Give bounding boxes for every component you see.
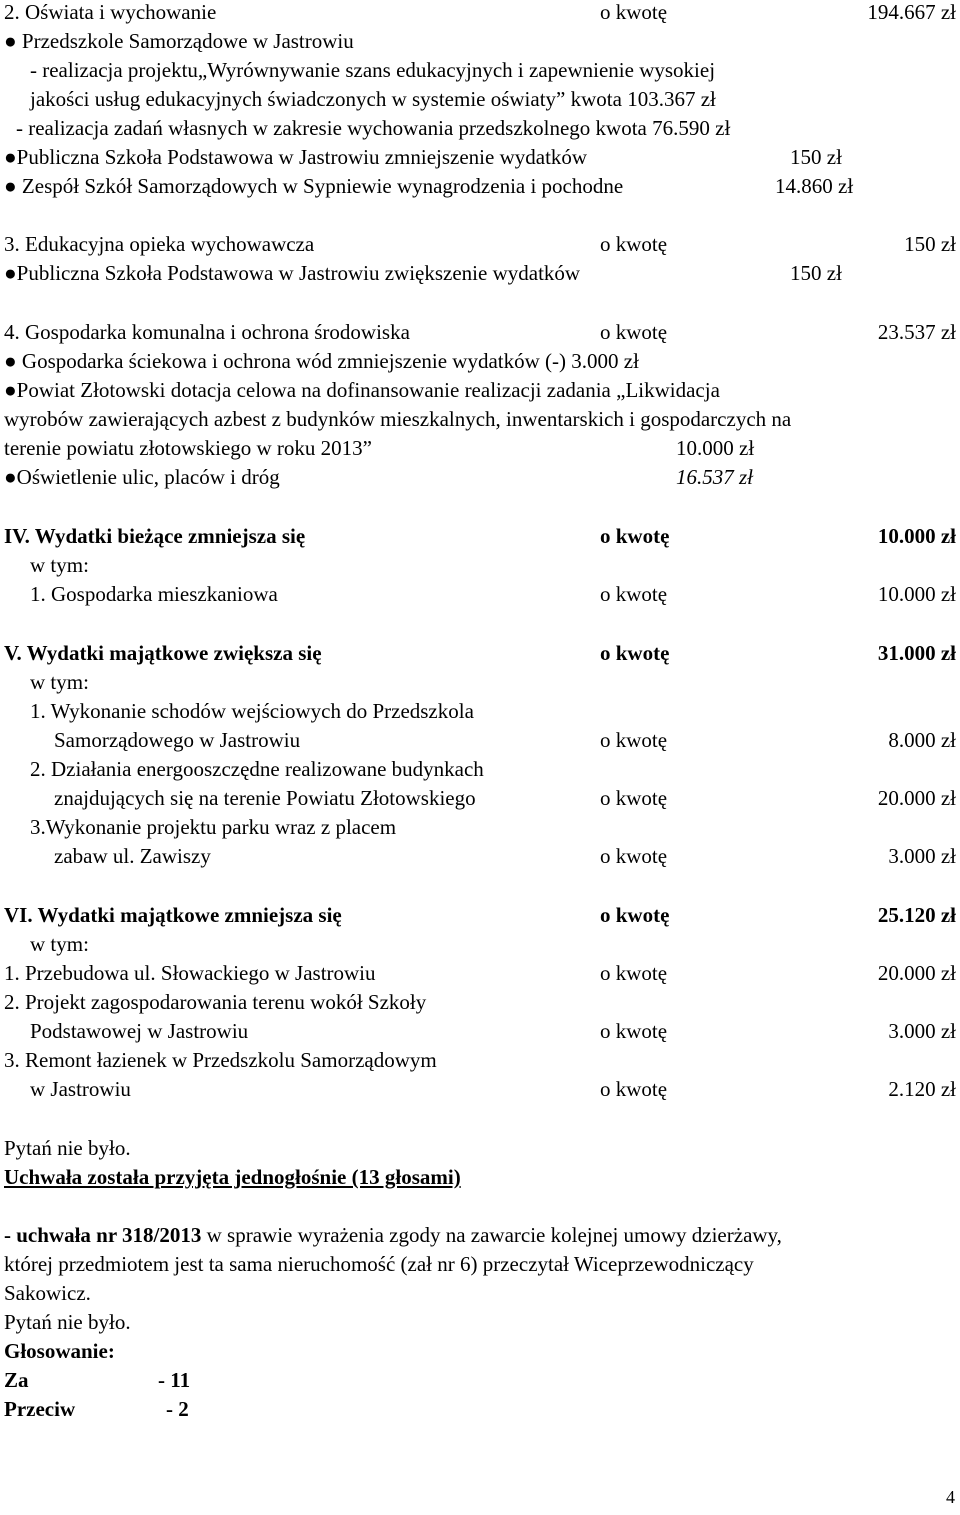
section-vi-item-2-line-1: 2. Projekt zagospodarowania terenu wokół Szkoły bbox=[4, 990, 427, 1014]
resolution-line-1 bbox=[4, 1223, 782, 1247]
section-4-line-4-amount: 10.000 zł bbox=[676, 436, 755, 460]
section-v-item-3-line-1: 3.Wykonanie projektu parku wraz z placem bbox=[30, 815, 397, 839]
section-4-line-1: ● Gospodarka ściekowa i ochrona wód zmniejszenie wydatków (-) 3.000 zł bbox=[4, 349, 639, 373]
section-v-item-1-line-2: Samorządowego w Jastrowiu bbox=[54, 728, 301, 752]
section-v-item-2-line-2: znajdujących się na terenie Powiatu Złotowskiego bbox=[54, 786, 476, 810]
page-number: 4 bbox=[946, 1487, 955, 1507]
section-v-item-1-line-1: 1. Wykonanie schodów wejściowych do Przedszkola bbox=[30, 699, 474, 723]
section-4-line-2: ●Powiat Złotowski dotacja celowa na dofinansowanie realizacji zadania „Likwidacja bbox=[4, 378, 720, 402]
section-vi-item-3-label: o kwotę bbox=[600, 1077, 668, 1101]
section-3-title: 3. Edukacyjna opieka wychowawcza bbox=[4, 232, 315, 256]
section-v-title: V. Wydatki majątkowe zwiększa się bbox=[4, 641, 322, 665]
no-questions-2: Pytań nie było. bbox=[4, 1310, 131, 1334]
section-v-item-3-label: o kwotę bbox=[600, 844, 668, 868]
section-3-label: o kwotę bbox=[600, 232, 668, 256]
section-2-label: o kwotę bbox=[600, 0, 668, 24]
section-2-line-5-amount: 150 zł bbox=[790, 145, 842, 169]
no-questions-1: Pytań nie było. bbox=[4, 1136, 131, 1160]
resolution-subject: w sprawie wyrażenia zgody na zawarcie kolejnej umowy dzierżawy, bbox=[201, 1223, 782, 1247]
section-4-line-3: wyrobów zawierających azbest z budynków mieszkalnych, inwentarskich i gospodarczych na bbox=[4, 407, 792, 431]
vote-for-label: Za bbox=[4, 1368, 29, 1392]
section-vi-item-2-amount: 3.000 zł bbox=[888, 1019, 956, 1043]
resolution-line-2: której przedmiotem jest ta sama nieruchomość (zał nr 6) przeczytał Wiceprzewodniczący bbox=[4, 1252, 754, 1276]
section-2-line-4: - realizacja zadań własnych w zakresie wychowania przedszkolnego kwota 76.590 zł bbox=[16, 116, 731, 140]
vote-against-value: - 2 bbox=[166, 1397, 189, 1421]
section-iv-item-1-label: o kwotę bbox=[600, 582, 668, 606]
section-v-item-2-amount: 20.000 zł bbox=[877, 786, 956, 810]
section-v-item-1-label: o kwotę bbox=[600, 728, 668, 752]
adopted-statement: Uchwała została przyjęta jednogłośnie (13 głosami) bbox=[4, 1165, 461, 1189]
section-vi-item-3-line-1: 3. Remont łazienek w Przedszkolu Samorządowym bbox=[4, 1048, 437, 1072]
section-2-line-1: ● Przedszkole Samorządowe w Jastrowiu bbox=[4, 29, 354, 53]
section-v-item-3-amount: 3.000 zł bbox=[888, 844, 956, 868]
section-3-amount: 150 zł bbox=[904, 232, 956, 256]
section-2-line-6-amount: 14.860 zł bbox=[775, 174, 854, 198]
section-iv-item-1-amount: 10.000 zł bbox=[877, 582, 956, 606]
resolution-number: - uchwała nr 318/2013 bbox=[4, 1223, 202, 1247]
section-vi-amount: 25.120 zł bbox=[877, 903, 956, 927]
section-3-line-1-amount: 150 zł bbox=[790, 261, 842, 285]
section-vi-item-3-line-2: w Jastrowiu bbox=[30, 1077, 131, 1101]
voting-heading: Głosowanie: bbox=[4, 1339, 115, 1363]
section-2-line-5: ●Publiczna Szkoła Podstawowa w Jastrowiu zmniejszenie wydatków bbox=[4, 145, 588, 169]
section-4-line-5: ●Oświetlenie ulic, placów i dróg bbox=[4, 465, 280, 489]
section-vi-item-1-amount: 20.000 zł bbox=[877, 961, 956, 985]
section-4-line-5-amount: 16.537 zł bbox=[676, 465, 754, 489]
section-v-amount: 31.000 zł bbox=[877, 641, 956, 665]
section-2-line-2: - realizacja projektu„Wyrównywanie szans edukacyjnych i zapewnienie wysokiej bbox=[30, 58, 716, 82]
section-3-line-1: ●Publiczna Szkoła Podstawowa w Jastrowiu zwiększenie wydatków bbox=[4, 261, 581, 285]
section-2-title: 2. Oświata i wychowanie bbox=[4, 0, 217, 24]
section-iv-wtym: w tym: bbox=[30, 553, 89, 577]
section-iv-title: IV. Wydatki bieżące zmniejsza się bbox=[4, 524, 306, 548]
section-v-item-3-line-2: zabaw ul. Zawiszy bbox=[54, 844, 211, 868]
section-v-wtym: w tym: bbox=[30, 670, 89, 694]
section-iv-label: o kwotę bbox=[600, 524, 670, 548]
section-4-title: 4. Gospodarka komunalna i ochrona środowiska bbox=[4, 320, 410, 344]
section-iv-item-1: 1. Gospodarka mieszkaniowa bbox=[30, 582, 278, 606]
section-vi-item-1-label: o kwotę bbox=[600, 961, 668, 985]
section-v-item-2-line-1: 2. Działania energooszczędne realizowane budynkach bbox=[30, 757, 484, 781]
section-2-line-3: jakości usług edukacyjnych świadczonych w systemie oświaty” kwota 103.367 zł bbox=[30, 87, 716, 111]
section-vi-title: VI. Wydatki majątkowe zmniejsza się bbox=[4, 903, 342, 927]
section-vi-label: o kwotę bbox=[600, 903, 670, 927]
section-iv-amount: 10.000 zł bbox=[877, 524, 956, 548]
resolution-line-3: Sakowicz. bbox=[4, 1281, 91, 1305]
vote-against-label: Przeciw bbox=[4, 1397, 76, 1421]
section-4-amount: 23.537 zł bbox=[877, 320, 956, 344]
section-4-label: o kwotę bbox=[600, 320, 668, 344]
section-v-item-2-label: o kwotę bbox=[600, 786, 668, 810]
section-vi-item-1: 1. Przebudowa ul. Słowackiego w Jastrowiu bbox=[4, 961, 376, 985]
vote-for-value: - 11 bbox=[158, 1368, 191, 1392]
section-v-item-1-amount: 8.000 zł bbox=[888, 728, 956, 752]
section-2-amount: 194.667 zł bbox=[867, 0, 956, 24]
section-2-line-6: ● Zespół Szkół Samorządowych w Sypniewie wynagrodzenia i pochodne bbox=[4, 174, 624, 198]
section-vi-item-2-label: o kwotę bbox=[600, 1019, 668, 1043]
section-vi-wtym: w tym: bbox=[30, 932, 89, 956]
section-vi-item-2-line-2: Podstawowej w Jastrowiu bbox=[30, 1019, 249, 1043]
section-vi-item-3-amount: 2.120 zł bbox=[888, 1077, 956, 1101]
section-v-label: o kwotę bbox=[600, 641, 670, 665]
section-4-line-4: terenie powiatu złotowskiego w roku 2013” bbox=[4, 436, 372, 460]
